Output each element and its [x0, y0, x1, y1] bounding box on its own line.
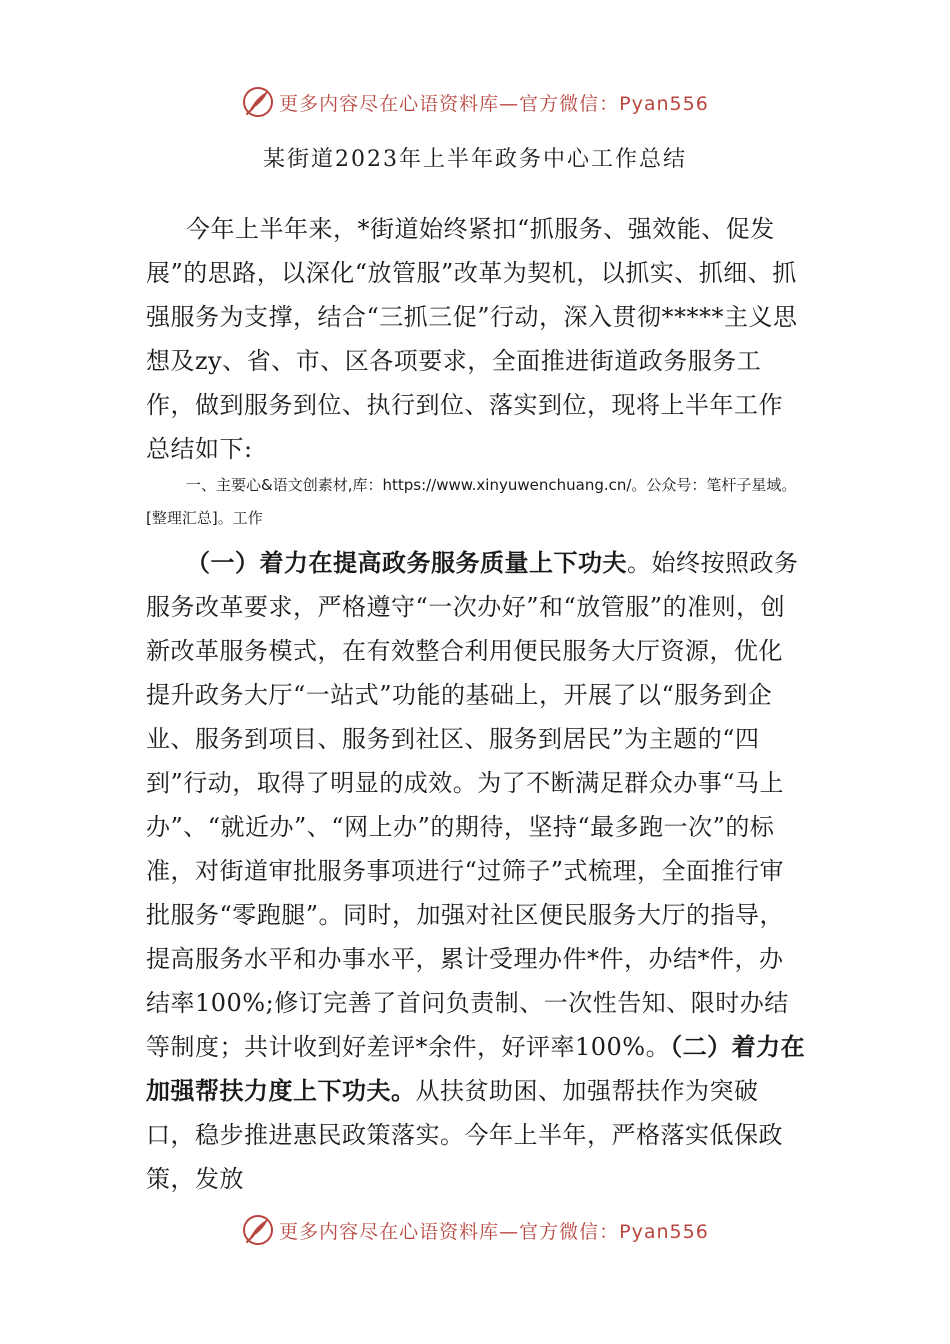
header-banner-text: 更多内容尽在心语资料库—官方微信：Pyan556	[279, 92, 709, 115]
section-heading: 一、主要心&语文创素材,库：https://www.xinyuwenchuang.cn/。公众号：笔杆子星域。[整理汇总]。工作	[146, 476, 797, 527]
footer-banner-text: 更多内容尽在心语资料库—官方微信：Pyan556	[279, 1220, 709, 1243]
footer-banner	[0, 1210, 950, 1250]
subsection-1-text: 。始终按照政务服务改革要求，严格遵守“一次办好”和“放管服”的准则，创新改革服务模式，在有效整合利用便民服务大厅资源，优化提升政务大厅“一站式”功能的基础上，开展了以“服务到企业、服务到项目、服务到社区、服务到居民”为主题的“四到”行动，取得了明显的成效。为了不断满足群众办事“马上办”、“就近办”、“网上办”的期待，坚持“最多跑一次”的标准，对街道审批服务事项进行“过筛子”式梳理，全面推行审批服务“零跑腿”。同时，加强对社区便民服务大厅的指导，提高服务水平和办事水平，累计受理办件*件，办结*件，办结率100%;修订完善了首问负责制、一次性告知、限时办结等制度；共计收到好差评*余件，好评率100%。	[146, 549, 799, 1061]
intro-paragraph: 今年上半年来，*街道始终紧扣“抓服务、强效能、促发展”的思路，以深化“放管服”改革为契机，以抓实、抓细、抓强服务为支撑，结合“三抓三促”行动，深入贯彻*****主义思想及zy、省、市、区各项要求，全面推进街道政务服务工作，做到服务到位、执行到位、落实到位，现将上半年工作总结如下:	[146, 215, 798, 463]
subsection-2-text: 从扶贫助困、加强帮扶作为突破口，稳步推进惠民政策落实。今年上半年，严格落实低保政策，发放	[146, 1077, 783, 1193]
subsection-2-heading: （二）着力在加强帮扶力度上下功夫。	[146, 1032, 806, 1105]
subsection-paragraph	[146, 541, 806, 1201]
header-banner	[0, 82, 950, 122]
quill-logo-icon	[241, 85, 275, 119]
document-title: 某街道2023年上半年政务中心工作总结	[263, 147, 687, 172]
quill-logo-icon	[241, 1213, 275, 1247]
subsection-1-heading: （一）着力在提高政务服务质量上下功夫	[186, 548, 627, 577]
